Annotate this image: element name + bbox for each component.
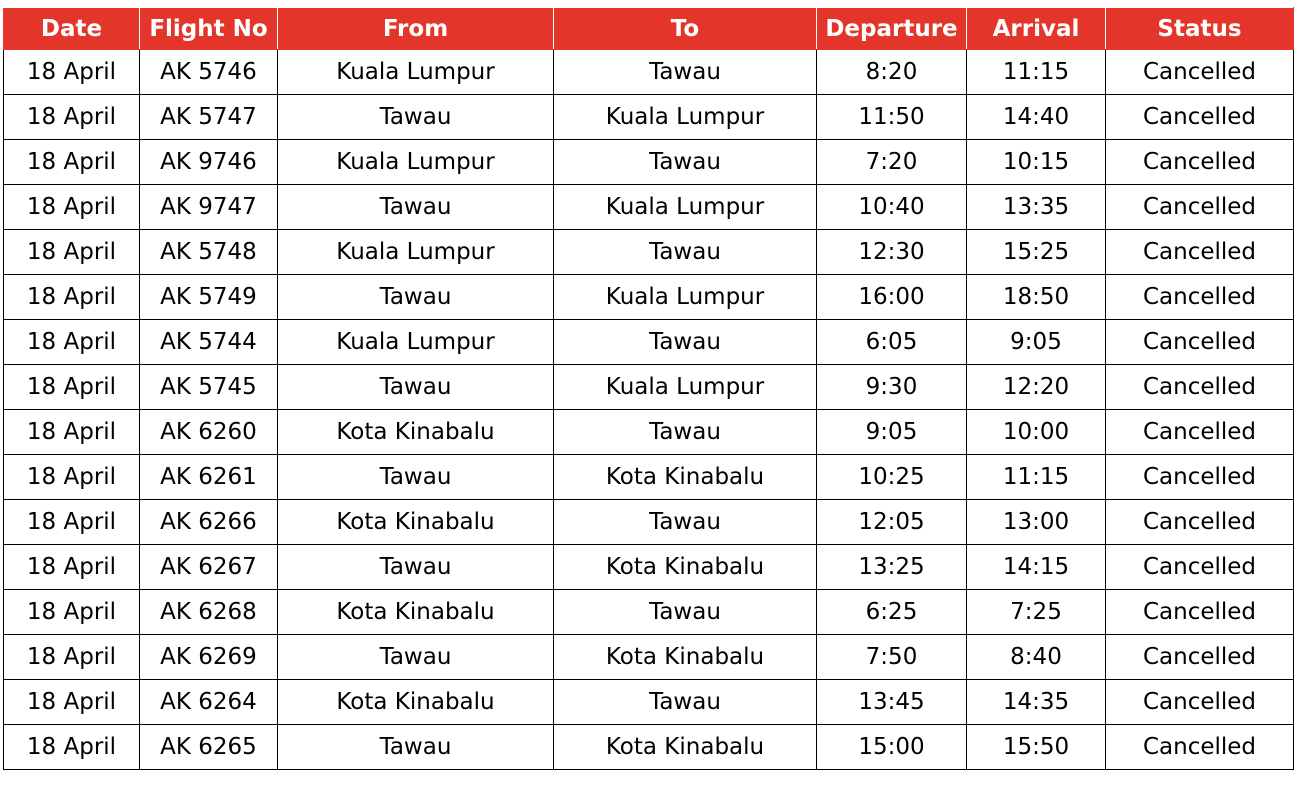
cell-to: Tawau [554,410,817,455]
table-row [4,500,1294,545]
cell-date: 18 April [4,50,140,95]
cell-flight-no: AK 5744 [140,320,278,365]
cell-date: 18 April [4,365,140,410]
cell-to: Kota Kinabalu [554,635,817,680]
cell-date: 18 April [4,410,140,455]
cell-status: Cancelled [1106,95,1294,140]
cell-from: Tawau [278,545,554,590]
table-row [4,275,1294,320]
cell-departure: 10:40 [817,185,967,230]
cell-arrival: 10:15 [967,140,1106,185]
table-row [4,230,1294,275]
cell-flight-no: AK 6269 [140,635,278,680]
cell-flight-no: AK 6266 [140,500,278,545]
cell-from: Tawau [278,455,554,500]
cell-from: Kuala Lumpur [278,320,554,365]
cell-departure: 9:30 [817,365,967,410]
cell-date: 18 April [4,320,140,365]
header-from: From [278,8,554,50]
cell-status: Cancelled [1106,185,1294,230]
cell-arrival: 11:15 [967,455,1106,500]
cell-to: Kota Kinabalu [554,545,817,590]
cell-arrival: 12:20 [967,365,1106,410]
cell-status: Cancelled [1106,590,1294,635]
cell-departure: 9:05 [817,410,967,455]
cell-status: Cancelled [1106,230,1294,275]
table-header-row [4,8,1294,50]
cell-status: Cancelled [1106,140,1294,185]
cell-from: Kota Kinabalu [278,410,554,455]
cell-departure: 16:00 [817,275,967,320]
cell-to: Kuala Lumpur [554,95,817,140]
cell-to: Tawau [554,50,817,95]
cell-arrival: 15:50 [967,725,1106,770]
cell-status: Cancelled [1106,500,1294,545]
cell-date: 18 April [4,635,140,680]
cell-date: 18 April [4,230,140,275]
table-row [4,545,1294,590]
table-row [4,680,1294,725]
cell-to: Kota Kinabalu [554,455,817,500]
cell-arrival: 10:00 [967,410,1106,455]
cell-from: Tawau [278,635,554,680]
flight-schedule [3,7,1294,770]
cell-flight-no: AK 6265 [140,725,278,770]
cell-status: Cancelled [1106,680,1294,725]
cell-arrival: 14:15 [967,545,1106,590]
header-date: Date [4,8,140,50]
cell-departure: 7:20 [817,140,967,185]
cell-arrival: 8:40 [967,635,1106,680]
cell-flight-no: AK 6260 [140,410,278,455]
cell-arrival: 9:05 [967,320,1106,365]
table-row [4,365,1294,410]
cell-from: Tawau [278,365,554,410]
cell-from: Kuala Lumpur [278,230,554,275]
cell-status: Cancelled [1106,545,1294,590]
cell-to: Kuala Lumpur [554,275,817,320]
table-body [4,50,1294,770]
cell-date: 18 April [4,275,140,320]
cell-from: Kuala Lumpur [278,50,554,95]
cell-flight-no: AK 9747 [140,185,278,230]
cell-from: Tawau [278,185,554,230]
cell-departure: 7:50 [817,635,967,680]
cell-arrival: 13:00 [967,500,1106,545]
cell-to: Tawau [554,140,817,185]
cell-status: Cancelled [1106,320,1294,365]
cell-from: Kota Kinabalu [278,680,554,725]
cell-flight-no: AK 6267 [140,545,278,590]
cell-arrival: 18:50 [967,275,1106,320]
cell-from: Tawau [278,725,554,770]
cell-arrival: 13:35 [967,185,1106,230]
table-row [4,455,1294,500]
cell-arrival: 15:25 [967,230,1106,275]
cell-date: 18 April [4,140,140,185]
table-row [4,635,1294,680]
cell-flight-no: AK 5745 [140,365,278,410]
cell-flight-no: AK 9746 [140,140,278,185]
table-row [4,725,1294,770]
cell-departure: 11:50 [817,95,967,140]
cell-to: Kota Kinabalu [554,725,817,770]
table-row [4,95,1294,140]
cell-flight-no: AK 6264 [140,680,278,725]
cell-status: Cancelled [1106,365,1294,410]
cell-departure: 6:05 [817,320,967,365]
cell-departure: 13:45 [817,680,967,725]
cell-status: Cancelled [1106,635,1294,680]
cell-to: Tawau [554,230,817,275]
header-arrival: Arrival [967,8,1106,50]
table-row [4,590,1294,635]
cell-flight-no: AK 6268 [140,590,278,635]
cell-flight-no: AK 5746 [140,50,278,95]
cell-to: Tawau [554,680,817,725]
flight-table [3,7,1294,770]
cell-date: 18 April [4,725,140,770]
cell-to: Tawau [554,320,817,365]
cell-date: 18 April [4,185,140,230]
cell-to: Tawau [554,500,817,545]
table-row [4,320,1294,365]
cell-date: 18 April [4,455,140,500]
cell-from: Tawau [278,95,554,140]
header-status: Status [1106,8,1294,50]
cell-arrival: 11:15 [967,50,1106,95]
cell-arrival: 7:25 [967,590,1106,635]
cell-flight-no: AK 6261 [140,455,278,500]
header-departure: Departure [817,8,967,50]
cell-flight-no: AK 5747 [140,95,278,140]
cell-departure: 12:30 [817,230,967,275]
cell-status: Cancelled [1106,50,1294,95]
cell-departure: 13:25 [817,545,967,590]
cell-status: Cancelled [1106,275,1294,320]
cell-from: Tawau [278,275,554,320]
cell-date: 18 April [4,590,140,635]
cell-from: Kuala Lumpur [278,140,554,185]
header-to: To [554,8,817,50]
header-flight-no: Flight No [140,8,278,50]
cell-to: Tawau [554,590,817,635]
table-row [4,140,1294,185]
cell-from: Kota Kinabalu [278,590,554,635]
cell-from: Kota Kinabalu [278,500,554,545]
cell-date: 18 April [4,95,140,140]
cell-flight-no: AK 5749 [140,275,278,320]
cell-to: Kuala Lumpur [554,365,817,410]
cell-departure: 12:05 [817,500,967,545]
cell-status: Cancelled [1106,455,1294,500]
cell-flight-no: AK 5748 [140,230,278,275]
cell-date: 18 April [4,500,140,545]
table-row [4,410,1294,455]
cell-status: Cancelled [1106,410,1294,455]
cell-departure: 6:25 [817,590,967,635]
table-row [4,50,1294,95]
cell-departure: 8:20 [817,50,967,95]
cell-arrival: 14:40 [967,95,1106,140]
cell-date: 18 April [4,545,140,590]
cell-to: Kuala Lumpur [554,185,817,230]
cell-date: 18 April [4,680,140,725]
table-row [4,185,1294,230]
cell-departure: 15:00 [817,725,967,770]
cell-departure: 10:25 [817,455,967,500]
cell-status: Cancelled [1106,725,1294,770]
cell-arrival: 14:35 [967,680,1106,725]
